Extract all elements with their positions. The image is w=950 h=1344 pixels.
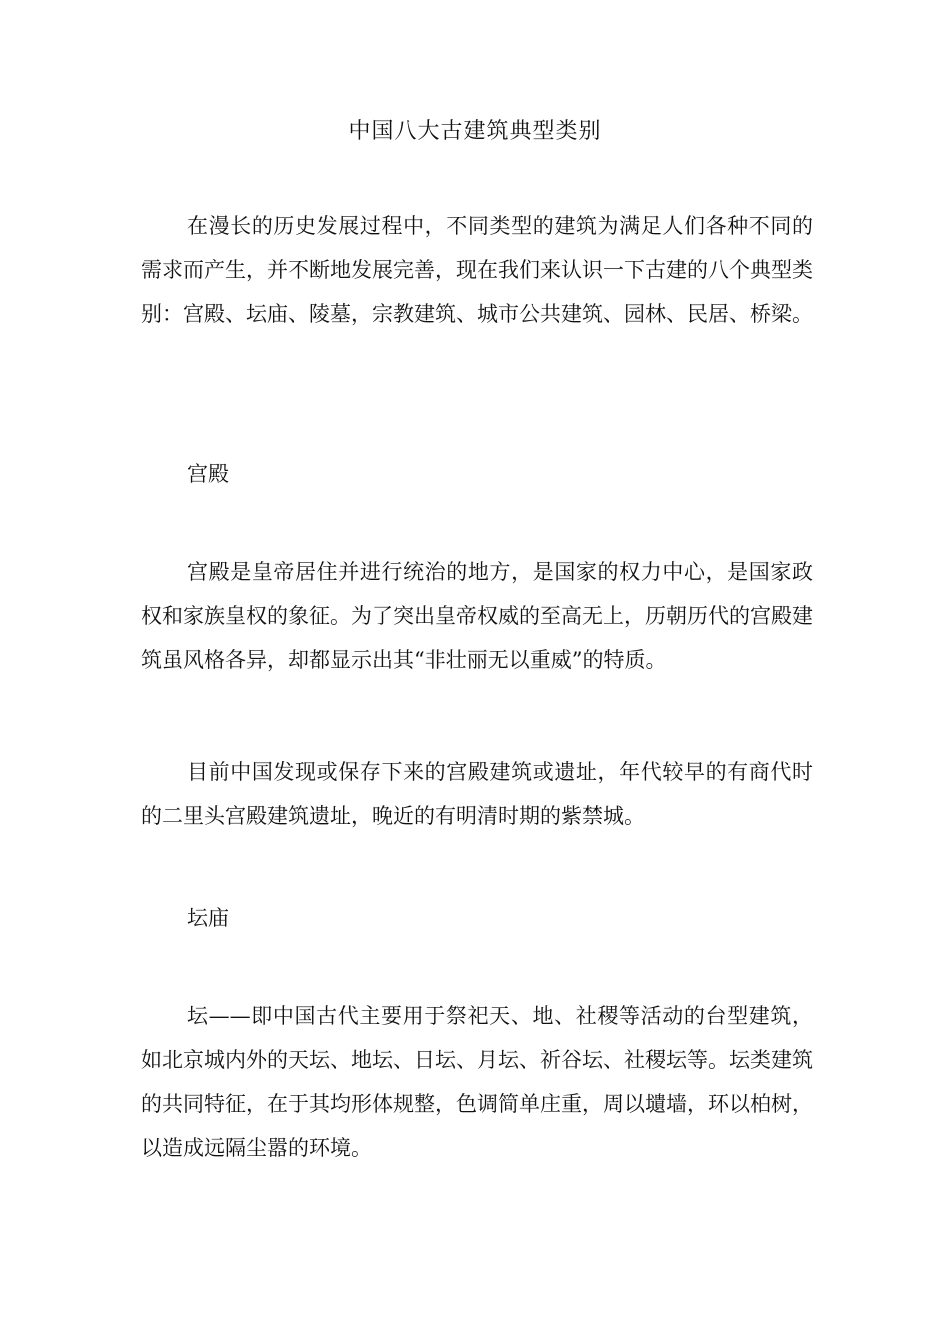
intro-paragraph: 在漫长的历史发展过程中，不同类型的建筑为满足人们各种不同的需求而产生，并不断地发展完善，现在我们来认识一下古建的八个典型类别：宫殿、坛庙、陵墓，宗教建筑、城市公共建筑、园林、民居、桥梁。 bbox=[141, 214, 813, 326]
palace-paragraph-1: 宫殿是皇帝居住并进行统治的地方，是国家的权力中心，是国家政权和家族皇权的象征。为了突出皇帝权威的至高无上，历朝历代的宫殿建筑虽风格各异，却都显示出其“非壮丽无以重威”的特质。 bbox=[141, 560, 813, 672]
altar-temple-paragraph-1: 坛——即中国古代主要用于祭祀天、地、社稷等活动的台型建筑，如北京城内外的天坛、地坛、日坛、月坛、祈谷坛、社稷坛等。坛类建筑的共同特征，在于其均形体规整，色调简单庄重，周以壝墙，环以柏树，以造成远隔尘嚣的环境。 bbox=[141, 1004, 813, 1160]
document-title: 中国八大古建筑典型类别 bbox=[348, 119, 602, 144]
palace-paragraph-2: 目前中国发现或保存下来的宫殿建筑或遗址，年代较早的有商代时的二里头宫殿建筑遗址，晚近的有明清时期的紫禁城。 bbox=[141, 760, 813, 828]
section-heading-palace: 宫殿 bbox=[187, 462, 229, 486]
section-heading-altar-temple: 坛庙 bbox=[187, 906, 229, 930]
